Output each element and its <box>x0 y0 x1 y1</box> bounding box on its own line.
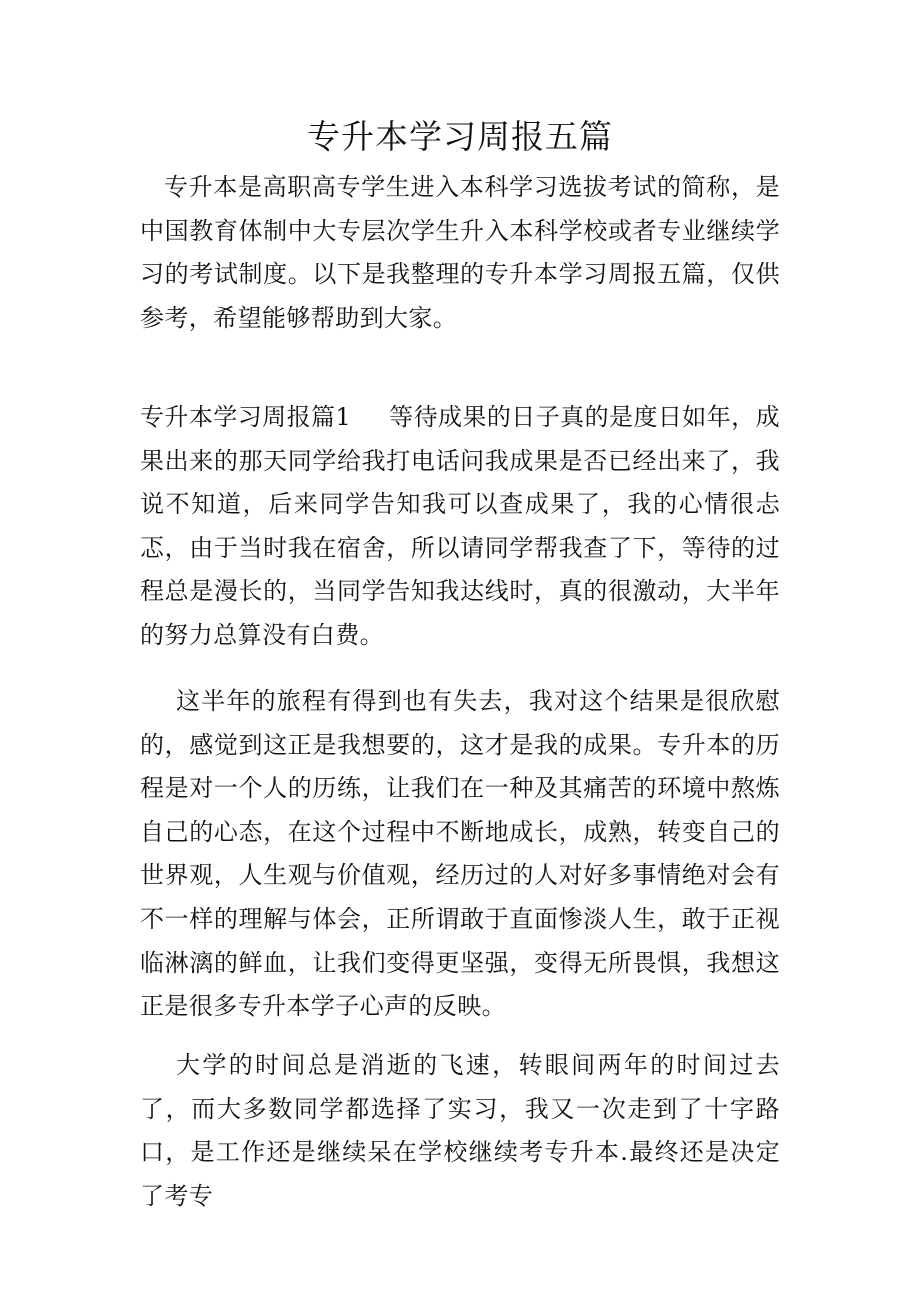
section1-paragraph-1 <box>140 396 780 658</box>
section1-heading: 专升本学习周报篇1 <box>140 403 352 431</box>
intro-paragraph: 专升本是高职高专学生进入本科学习选拔考试的简称，是中国教育体制中大专层次学生升入本科学校或者专业继续学习的考试制度。以下是我整理的专升本学习周报五篇，仅供参考，希望能够帮助到大家。 <box>140 173 780 332</box>
section1-paragraph-2: 这半年的旅程有得到也有失去，我对这个结果是很欣慰的，感觉到这正是我想要的，这才是我的成果。专升本的历程是对一个人的历练，让我们在一种及其痛苦的环境中熬炼自己的心态，在这个过程中不断地成长，成熟，转变自己的世界观，人生观与价值观，经历过的人对好多事情绝对会有不一样的理解与体会，正所谓敢于直面惨淡人生，敢于正视临淋漓的鲜血，让我们变得更坚强，变得无所畏惧，我想这正是很多专升本学子心声的反映。 <box>140 687 780 1021</box>
section1-paragraph-1-text: 等待成果的日子真的是度日如年，成果出来的那天同学给我打电话问我成果是否已经出来了，我说不知道，后来同学告知我可以查成果了，我的心情很忐忑，由于当时我在宿舍，所以请同学帮我查了下，等待的过程总是漫长的，当同学告知我达线时，真的很激动，大半年的努力总算没有白费。 <box>140 403 780 649</box>
section1-paragraph-3: 大学的时间总是消逝的飞速，转眼间两年的时间过去了，而大多数同学都选择了实习，我又一次走到了十字路口，是工作还是继续呆在学校继续考专升本.最终还是决定了考专 <box>140 1051 780 1210</box>
document-title: 专升本学习周报五篇 <box>307 117 613 156</box>
